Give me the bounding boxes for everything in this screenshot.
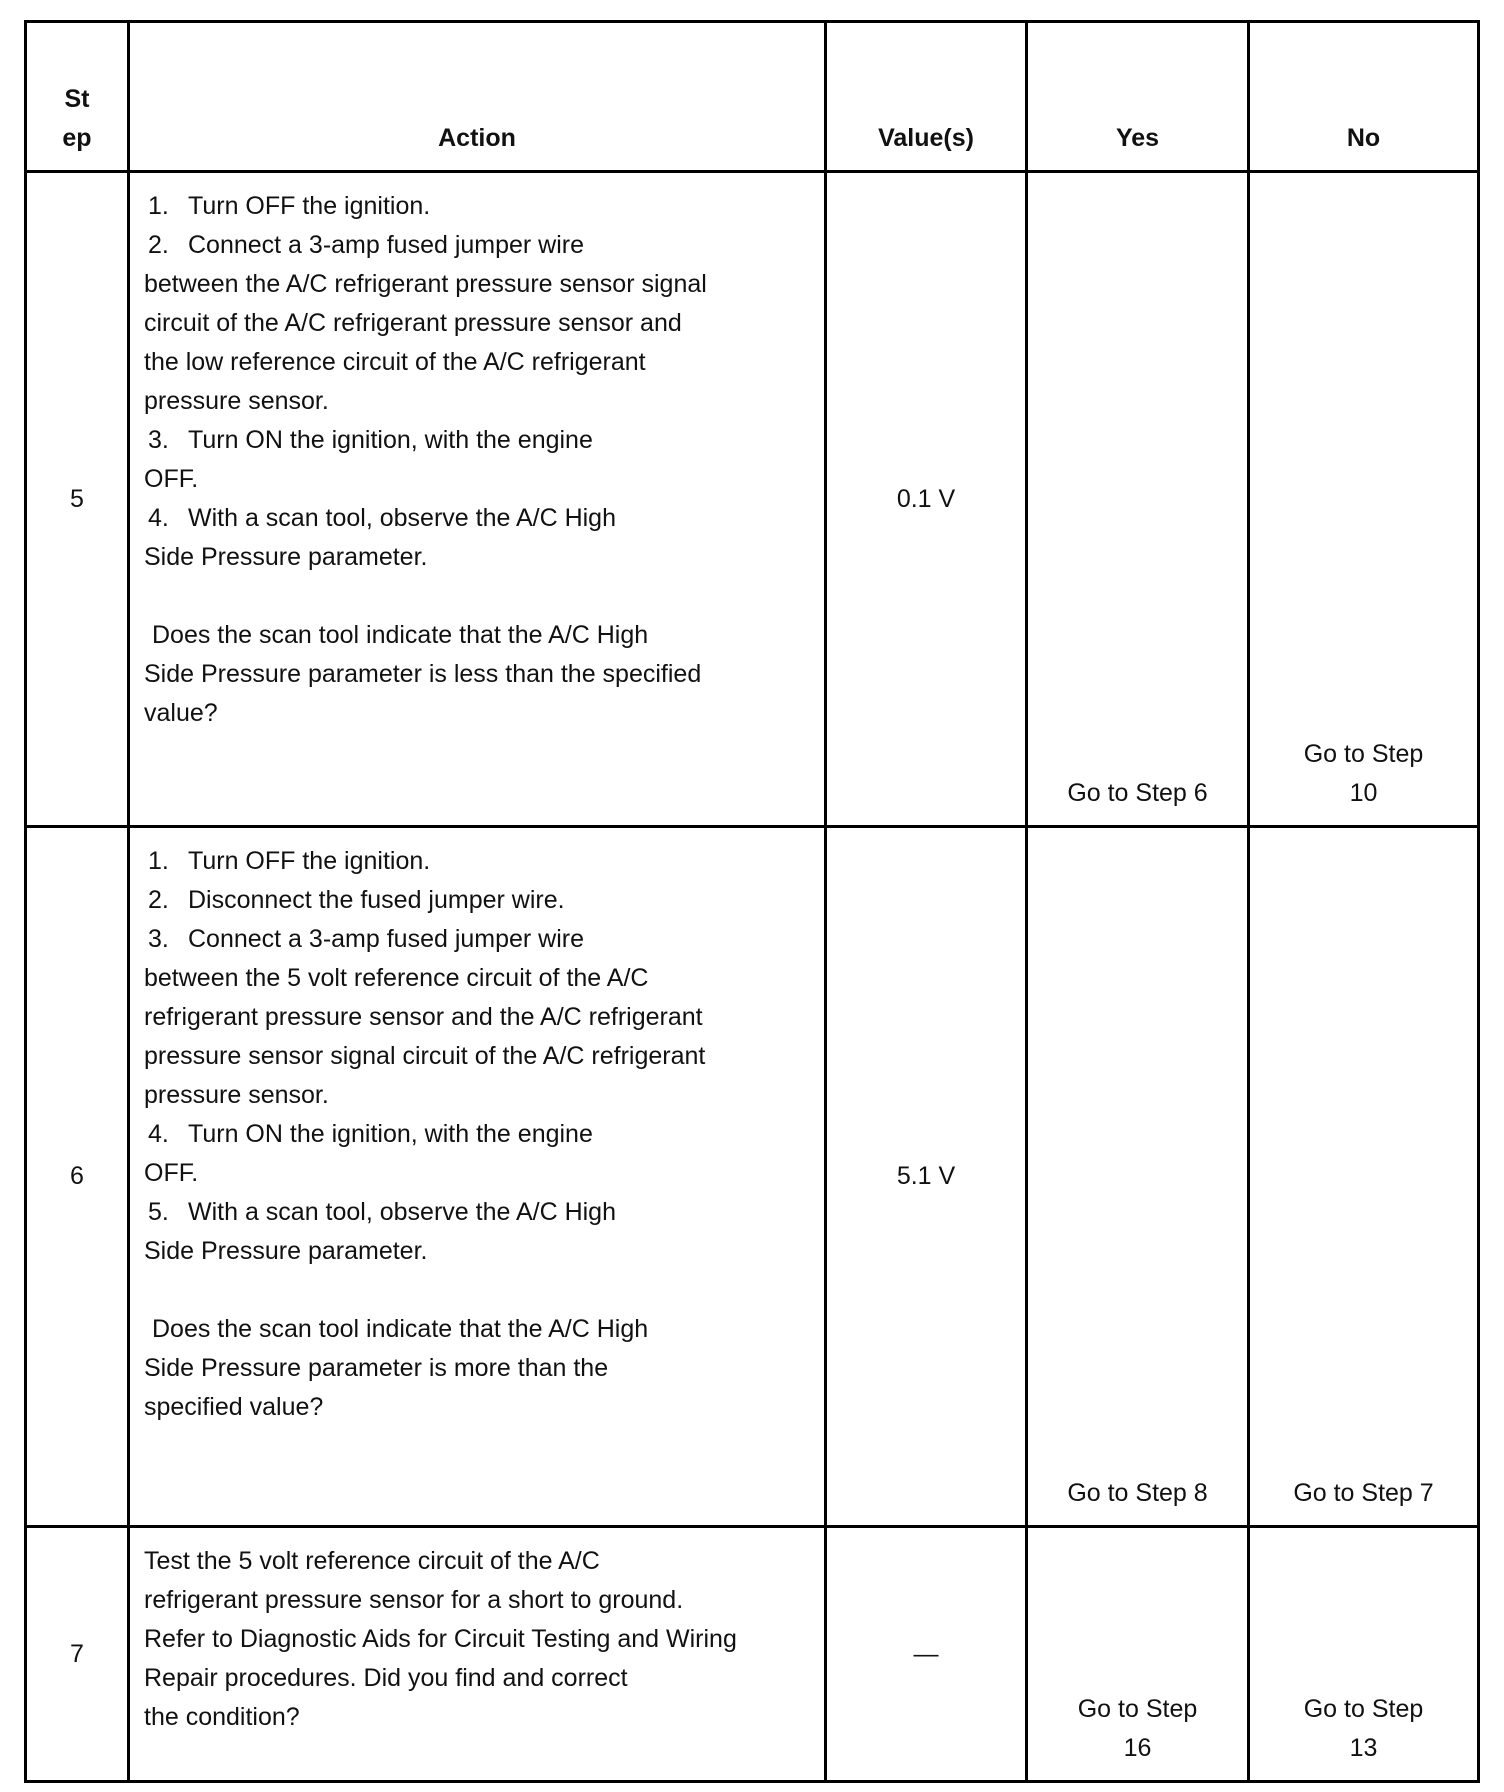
value-cell: — xyxy=(826,1527,1027,1782)
no-cell xyxy=(1249,172,1479,827)
yes-link: Go to Step 6 xyxy=(1067,779,1208,807)
table-row-step-5 xyxy=(26,172,1479,827)
action-text-line: refrigerant pressure sensor and the A/C refrigerant xyxy=(144,1003,703,1031)
table-row-step-6 xyxy=(26,827,1479,1527)
no-link-line-2: 13 xyxy=(1349,1734,1378,1762)
question-line: Side Pressure parameter is more than the xyxy=(144,1354,609,1382)
action-text-line: pressure sensor. xyxy=(144,1081,329,1109)
action-item: 2. Connect a 3-amp fused jumper wire xyxy=(148,231,585,259)
no-link-line-1: Go to Step xyxy=(1303,1695,1424,1723)
question-line: value? xyxy=(144,699,218,727)
yes-cell xyxy=(1027,1527,1249,1782)
header-row xyxy=(26,22,1479,172)
action-text-line: OFF. xyxy=(144,465,199,493)
action-text-line: Test the 5 volt reference circuit of the A/C xyxy=(144,1547,600,1575)
action-item: 4. With a scan tool, observe the A/C High xyxy=(148,504,616,532)
yes-cell xyxy=(1027,172,1249,827)
header-action: Action xyxy=(129,22,826,172)
yes-link-line-2: 16 xyxy=(1123,1734,1152,1762)
yes-cell xyxy=(1027,827,1249,1527)
action-cell xyxy=(129,1527,826,1782)
value-cell: 5.1 V xyxy=(826,827,1027,1527)
header-no: No xyxy=(1249,22,1479,172)
action-text-line: the condition? xyxy=(144,1703,300,1731)
action-text-line: between the A/C refrigerant pressure sensor signal xyxy=(144,270,707,298)
header-yes: Yes xyxy=(1027,22,1249,172)
question-line: Side Pressure parameter is less than the specified xyxy=(144,660,702,688)
question-line: specified value? xyxy=(144,1393,324,1421)
yes-link: Go to Step 8 xyxy=(1067,1479,1208,1507)
question-line: Does the scan tool indicate that the A/C High xyxy=(152,1315,649,1343)
no-cell xyxy=(1249,827,1479,1527)
header-values: Value(s) xyxy=(826,22,1027,172)
diagnostic-table xyxy=(24,20,1480,1783)
table-row-step-7 xyxy=(26,1527,1479,1782)
no-link: Go to Step 7 xyxy=(1293,1479,1434,1507)
action-item: 1. Turn OFF the ignition. xyxy=(148,847,431,875)
header-step-line-1: St xyxy=(64,85,90,113)
action-text-line: Repair procedures. Did you find and correct xyxy=(144,1664,628,1692)
action-cell xyxy=(129,827,826,1527)
action-item: 1. Turn OFF the ignition. xyxy=(148,192,431,220)
action-item: 4. Turn ON the ignition, with the engine xyxy=(148,1120,593,1148)
action-text-line: Side Pressure parameter. xyxy=(144,543,428,571)
action-text-line: OFF. xyxy=(144,1159,199,1187)
header-step xyxy=(26,22,129,172)
action-text-line: pressure sensor signal circuit of the A/C refrigerant xyxy=(144,1042,706,1070)
action-text-line: between the 5 volt reference circuit of the A/C xyxy=(144,964,649,992)
value-cell: 0.1 V xyxy=(826,172,1027,827)
action-text-line: refrigerant pressure sensor for a short to ground. xyxy=(144,1586,684,1614)
action-text-line: circuit of the A/C refrigerant pressure sensor and xyxy=(144,309,682,337)
action-text-line: pressure sensor. xyxy=(144,387,329,415)
no-link-line-1: Go to Step xyxy=(1303,740,1424,768)
question-line: Does the scan tool indicate that the A/C High xyxy=(152,621,649,649)
action-cell xyxy=(129,172,826,827)
step-number: 5 xyxy=(26,172,129,827)
step-number: 7 xyxy=(26,1527,129,1782)
action-item: 5. With a scan tool, observe the A/C High xyxy=(148,1198,616,1226)
action-text-line: Side Pressure parameter. xyxy=(144,1237,428,1265)
header-step-line-2: ep xyxy=(62,124,92,152)
yes-link-line-1: Go to Step xyxy=(1077,1695,1198,1723)
no-cell xyxy=(1249,1527,1479,1782)
no-link-line-2: 10 xyxy=(1349,779,1378,807)
action-item: 3. Turn ON the ignition, with the engine xyxy=(148,426,593,454)
action-item: 3. Connect a 3-amp fused jumper wire xyxy=(148,925,585,953)
action-text-line: the low reference circuit of the A/C refrigerant xyxy=(144,348,646,376)
action-text-line: Refer to Diagnostic Aids for Circuit Testing and Wiring xyxy=(144,1625,737,1653)
action-item: 2. Disconnect the fused jumper wire. xyxy=(148,886,565,914)
step-number: 6 xyxy=(26,827,129,1527)
